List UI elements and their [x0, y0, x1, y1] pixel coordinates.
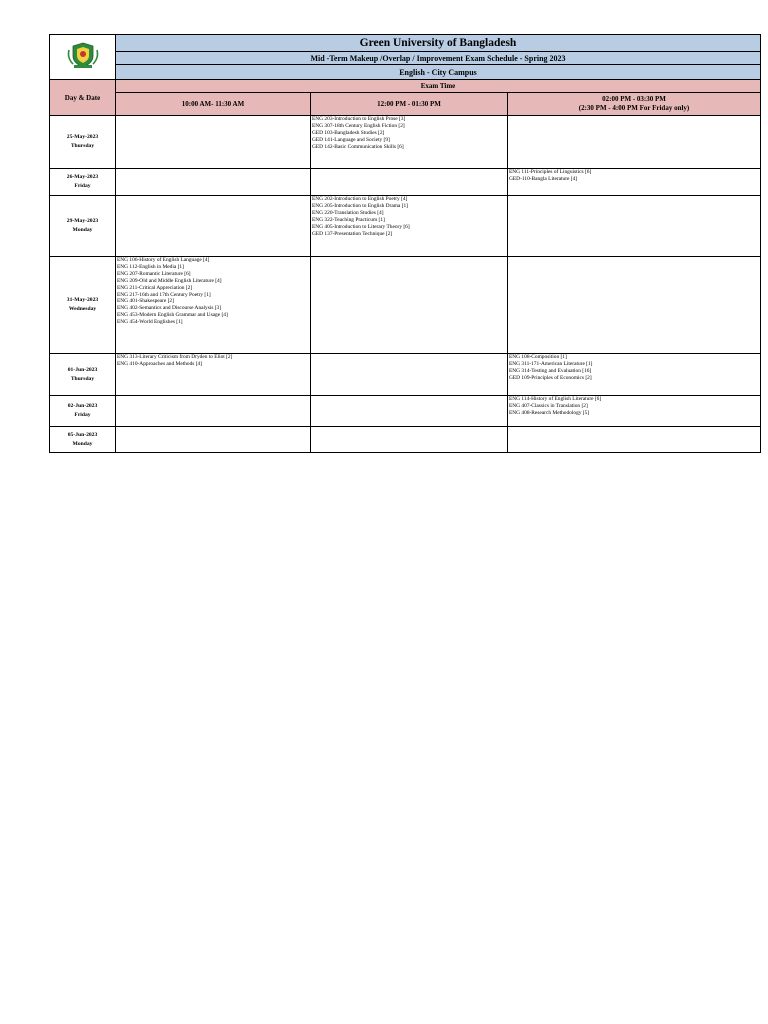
exam-date: 29-May-2023	[66, 218, 99, 224]
exam-date: 25-May-2023	[66, 134, 99, 140]
slot-2-cell	[311, 169, 508, 196]
exam-day: Thursday	[70, 375, 95, 382]
exam-day: Monday	[72, 440, 93, 447]
course-entry: ENG 220-Translation Studies [4]	[312, 209, 384, 216]
slot-2-cell	[311, 116, 508, 169]
course-entry: ENG 410-Approaches and Methods [4]	[117, 360, 203, 367]
slot-header-3	[508, 93, 761, 116]
exam-time-header: Exam Time	[116, 80, 761, 93]
slot-2-time: 12:00 PM - 01:30 PM	[377, 99, 441, 108]
course-entry: ENG 314-Testing and Evaluation [16]	[509, 367, 592, 374]
slot-3-cell	[508, 354, 761, 396]
course-entry: GED 103-Bangladesh Studies [2]	[312, 129, 385, 136]
date-cell	[50, 196, 116, 257]
slot-1-time: 10:00 AM- 11:30 AM	[181, 99, 245, 108]
slot-3-cell	[508, 116, 761, 169]
slot-3-cell	[508, 396, 761, 427]
exam-day: Wednesday	[68, 306, 97, 312]
course-entry: ENG 111-Principles of Linguistics [6]	[509, 169, 592, 175]
exam-day: Monday	[72, 227, 93, 233]
course-entry: GED 141-Language and Society [9]	[312, 136, 390, 143]
exam-date: 26-May-2023	[66, 174, 99, 180]
course-entry: ENG 205-Introduction to English Drama [1]	[312, 202, 408, 209]
exam-date: 01-Jun-2023	[67, 366, 98, 373]
slot-3-friday-note: (2:30 PM - 4:00 PM For Friday only)	[578, 104, 690, 112]
date-cell	[50, 396, 116, 427]
logo-cell	[50, 35, 116, 80]
course-entry: ENG 453-Modern English Grammar and Usage [4]	[117, 312, 228, 319]
course-entry: ENG 106-History of English Language [4]	[117, 257, 210, 263]
slot-2-cell	[311, 427, 508, 453]
slot-1-cell	[116, 427, 311, 453]
slot-2-cell	[311, 354, 508, 396]
course-entry: ENG 207-Romantic Literature [6]	[117, 270, 191, 277]
course-entry: ENG 408-Research Methodology [5]	[509, 409, 590, 416]
slot-3-cell	[508, 169, 761, 196]
schedule-row	[50, 354, 761, 396]
campus-label: English - City Campus	[116, 65, 761, 80]
slot-2-cell	[311, 196, 508, 257]
slot-1-cell	[116, 196, 311, 257]
course-entry: ENG 307-18th Century English Fiction [2]	[312, 122, 405, 129]
date-cell	[50, 354, 116, 396]
course-entry: GED 137-Presentation Technique [2]	[312, 230, 393, 237]
slot-header-1	[116, 93, 311, 116]
schedule-row	[50, 169, 761, 196]
slot-1-cell	[116, 396, 311, 427]
course-entry: ENG 405-Introduction to Literary Theory [6]	[312, 223, 410, 230]
exam-date: 31-May-2023	[66, 297, 99, 303]
exam-date: 02-Jun-2023	[67, 403, 98, 409]
course-entry: GED-110-Bangla Literature [4]	[509, 175, 578, 182]
course-entry: GED 142-Basic Communication Skills [6]	[312, 143, 404, 150]
course-entry: ENG 112-English in Media [1]	[117, 263, 184, 270]
slot-3-time: 02:00 PM - 03:30 PM	[602, 95, 666, 103]
slot-1-cell	[116, 354, 311, 396]
course-entry: ENG 322-Teaching Practicum [1]	[312, 216, 385, 223]
exam-schedule-title: Mid -Term Makeup /Overlap / Improvement Exam Schedule - Spring 2023	[116, 52, 761, 65]
course-entry: ENG 209-Old and Middle English Literature [4]	[117, 277, 222, 284]
slot-2-cell	[311, 257, 508, 354]
date-cell	[50, 427, 116, 453]
day-date-header: Day & Date	[50, 80, 116, 116]
date-cell	[50, 116, 116, 169]
course-entry: GED 109-Principles of Economics [2]	[509, 374, 592, 381]
slot-3-cell	[508, 427, 761, 453]
exam-date: 05-Jun-2023	[67, 431, 98, 438]
course-entry: ENG 454-World Englishes [1]	[117, 319, 183, 326]
exam-day: Friday	[74, 183, 91, 189]
schedule-row	[50, 116, 761, 169]
course-entry: ENG 313-Literary Criticism from Dryden to Eliot [2]	[117, 354, 233, 360]
schedule-row	[50, 427, 761, 453]
slot-2-cell	[311, 396, 508, 427]
exam-day: Friday	[74, 412, 91, 418]
date-cell	[50, 257, 116, 354]
slot-1-cell	[116, 169, 311, 196]
university-title: Green University of Bangladesh	[116, 35, 761, 52]
course-entry: ENG 402-Semantics and Discourse Analysis [3]	[117, 305, 222, 312]
slot-1-cell	[116, 116, 311, 169]
slot-3-cell	[508, 196, 761, 257]
course-entry: ENG 108-Composition [1]	[509, 354, 567, 360]
course-entry: ENG 217-16th and 17th Century Poetry [1]	[117, 291, 211, 298]
course-entry: ENG 114-History of English Literature [6]	[509, 396, 602, 402]
course-entry: ENG 311-171-American Literature [1]	[509, 360, 593, 367]
schedule-row	[50, 196, 761, 257]
course-entry: ENG 202-Introduction to English Poetry [4]	[312, 196, 408, 202]
course-entry: ENG 211-Critical Appreciation [2]	[117, 284, 193, 291]
schedule-body	[50, 116, 761, 453]
university-crest-icon	[61, 38, 105, 72]
schedule-row	[50, 257, 761, 354]
exam-schedule-table	[49, 34, 761, 453]
course-entry: ENG 407-Classics in Translation [2]	[509, 402, 588, 409]
date-cell	[50, 169, 116, 196]
schedule-row	[50, 396, 761, 427]
course-entry: ENG 401-Shakespeare [2]	[117, 298, 174, 305]
slot-3-cell	[508, 257, 761, 354]
slot-header-2	[311, 93, 508, 116]
exam-day: Thursday	[70, 143, 95, 149]
slot-1-cell	[116, 257, 311, 354]
course-entry: ENG 203-Introduction to English Prose [3]	[312, 116, 406, 122]
